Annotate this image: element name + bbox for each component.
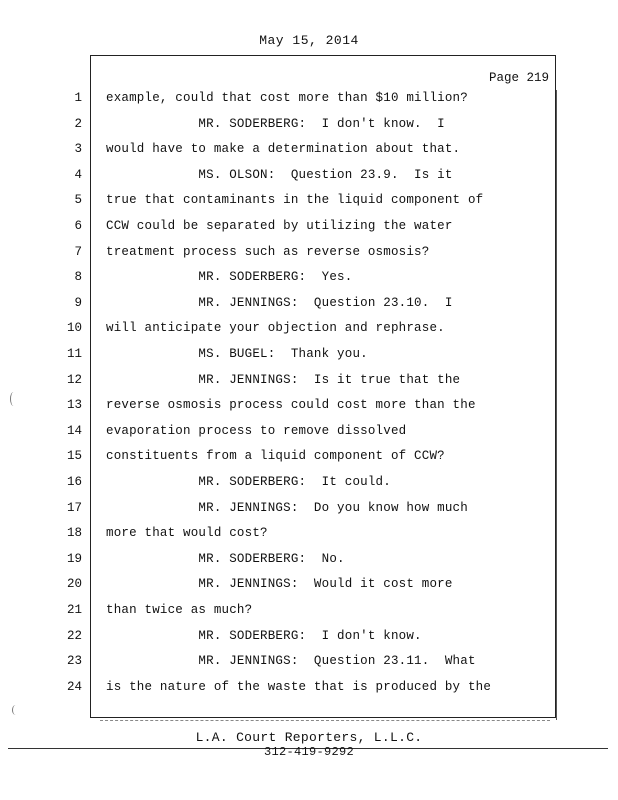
transcript-line (0, 142, 560, 162)
footer-phone: 312-419-9292 (263, 745, 354, 759)
line-number: 24 (66, 679, 82, 694)
line-number: 10 (66, 321, 82, 336)
header-date: May 15, 2014 (259, 33, 359, 48)
transcript-line (0, 296, 560, 316)
transcript-line (0, 347, 560, 367)
transcript-line (0, 168, 560, 188)
line-text: is the nature of the waste that is produced by the (106, 679, 492, 694)
transcript-line (0, 117, 560, 137)
line-text: example, could that cost more than $10 million? (106, 91, 468, 105)
line-text: MR. SODERBERG: No. (106, 551, 345, 566)
line-text: MR. JENNINGS: Question 23.10. I (106, 295, 453, 310)
line-number: 9 (74, 295, 82, 310)
line-text: MR. SODERBERG: It could. (106, 475, 391, 489)
line-number: 16 (66, 475, 82, 489)
transcript-line (0, 424, 560, 444)
line-number: 8 (74, 270, 82, 285)
line-number: 6 (74, 219, 82, 233)
line-text: more that would cost? (106, 526, 268, 541)
line-number: 23 (66, 654, 82, 669)
footer-firm-name: L.A. Court Reporters, L.L.C. (195, 730, 423, 745)
bottom-divider (100, 720, 550, 721)
transcript-line (0, 577, 560, 597)
transcript-line (0, 603, 560, 623)
transcript-line (0, 398, 560, 418)
line-number: 2 (74, 116, 82, 131)
transcript-line (0, 270, 560, 290)
line-number: 5 (74, 193, 82, 208)
line-number: 19 (66, 551, 82, 566)
transcript-line (0, 629, 560, 649)
line-number: 13 (66, 398, 82, 413)
line-text: MS. BUGEL: Thank you. (106, 347, 368, 361)
page-number: Page 219 (488, 71, 549, 85)
transcript-line (0, 526, 560, 546)
line-number: 4 (74, 167, 82, 182)
transcript-line (0, 475, 560, 495)
line-text: constituents from a liquid component of CCW? (106, 449, 445, 464)
line-text: reverse osmosis process could cost more than the (106, 398, 476, 413)
line-text: MR. SODERBERG: I don't know. (106, 628, 422, 643)
transcript-line (0, 680, 560, 700)
transcript-line (0, 449, 560, 469)
line-text: MR. JENNINGS: Question 23.11. What (106, 654, 476, 669)
line-text: MR. JENNINGS: Is it true that the (106, 372, 461, 387)
transcript-line (0, 219, 560, 239)
line-text: true that contaminants in the liquid component of (106, 193, 484, 208)
line-number: 17 (66, 500, 82, 515)
line-number: 21 (66, 603, 82, 617)
line-number: 1 (74, 91, 82, 105)
line-text: would have to make a determination about that. (106, 142, 461, 157)
line-text: MR. JENNINGS: Would it cost more (106, 577, 453, 592)
line-number: 20 (66, 577, 82, 592)
line-text: MS. OLSON: Question 23.9. Is it (106, 167, 453, 182)
line-number: 11 (66, 347, 82, 361)
line-number: 14 (66, 423, 82, 438)
line-text: MR. SODERBERG: I don't know. I (106, 116, 445, 131)
transcript-line (0, 552, 560, 572)
line-text: evaporation process to remove dissolved (106, 423, 407, 438)
line-text: MR. JENNINGS: Do you know how much (106, 500, 468, 515)
scan-mark (10, 392, 17, 406)
transcript-line (0, 373, 560, 393)
line-text: treatment process such as reverse osmosis? (106, 244, 430, 259)
line-text: CCW could be separated by utilizing the water (106, 219, 453, 233)
transcript-line (0, 91, 560, 111)
transcript-line (0, 321, 560, 341)
transcript-line (0, 501, 560, 521)
scan-mark (12, 705, 19, 715)
transcript-line (0, 245, 560, 265)
line-number: 12 (66, 372, 82, 387)
transcript-line (0, 193, 560, 213)
line-number: 15 (66, 449, 82, 464)
line-text: than twice as much? (106, 603, 253, 617)
transcript-line (0, 654, 560, 674)
line-number: 7 (74, 244, 82, 259)
line-text: MR. SODERBERG: Yes. (106, 270, 353, 285)
line-number: 22 (66, 628, 82, 643)
line-number: 3 (74, 142, 82, 157)
line-number: 18 (66, 526, 82, 541)
line-text: will anticipate your objection and rephrase. (106, 321, 445, 336)
